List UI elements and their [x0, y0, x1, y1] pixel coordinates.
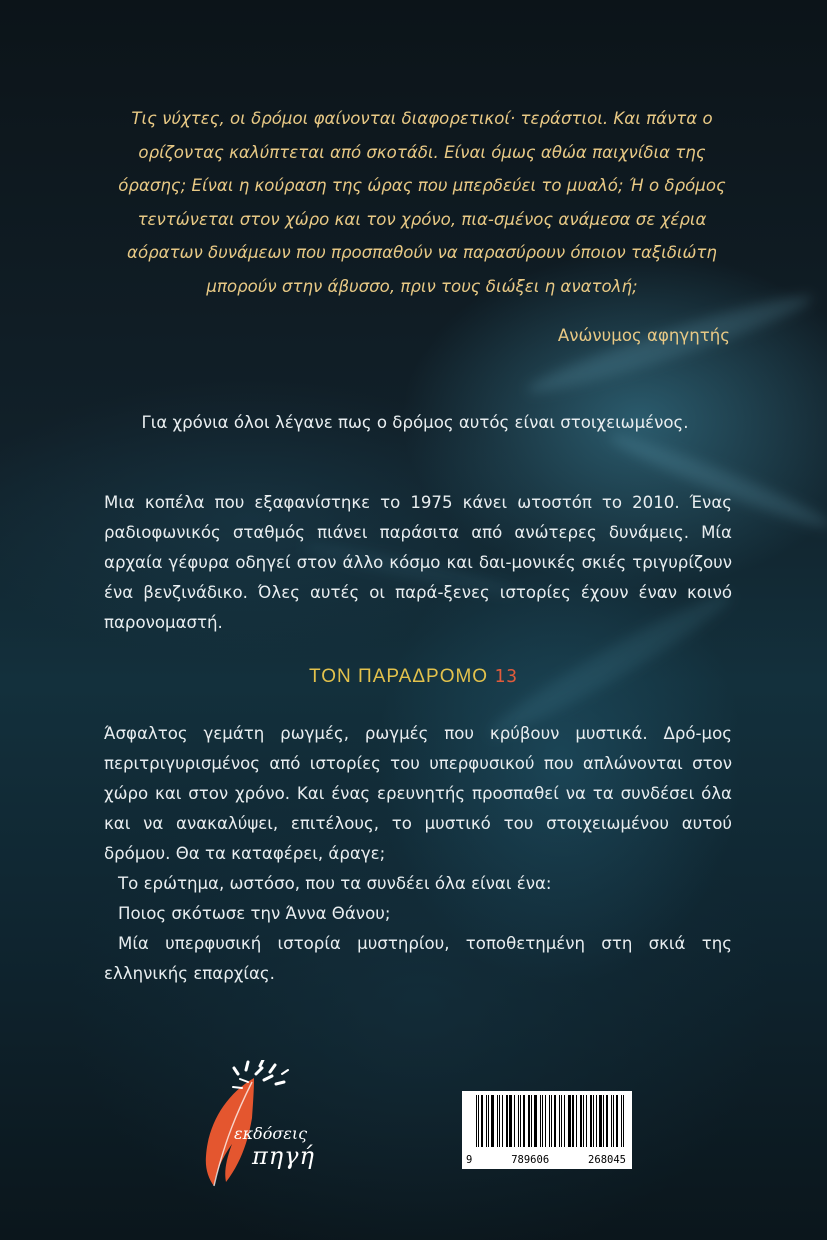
barcode-bar — [509, 1095, 512, 1147]
barcode-bar — [542, 1095, 543, 1147]
barcode-bar — [611, 1095, 612, 1147]
epigraph-quote: Τις νύχτες, οι δρόμοι φαίνονται διαφορετικοί· τεράστιοι. Και πάντα ο ορίζοντας καλύπτεται από σκοτάδι. Είναι όμως αθώα παιχνίδια της όρασης; Είναι η κούραση της ώρας που μπερδεύει το μυαλό; Ή ο δρόμος τεντώνεται στον χώρο και τον χρόνο, πια-σμένος ανάμεσα σε χέρια αόρατων δυνάμεων που προσπαθούν να παρασύρουν όποιον ταξιδιώτη μπορούν στην άβυσσο, πριν τους διώξει η ανατολή; — [118, 109, 726, 296]
barcode-bars — [476, 1095, 626, 1147]
barcode-bar — [616, 1095, 618, 1147]
isbn-first-digit: 9 — [466, 1154, 473, 1166]
barcode-bar — [499, 1095, 500, 1147]
barcode-bar — [549, 1095, 550, 1147]
barcode-bar — [491, 1095, 494, 1147]
blurb-line: Ποιος σκότωσε την Άννα Θάνου; — [118, 904, 391, 923]
barcode-bar — [497, 1095, 499, 1147]
barcode-bar — [586, 1095, 587, 1147]
barcode-bar — [531, 1095, 532, 1147]
publisher-name-line-1: εκδόσεις — [234, 1124, 308, 1143]
barcode-bar — [580, 1095, 582, 1147]
blurb-line: Το ερώτημα, ωστόσο, που τα συνδέει όλα είναι ένα: — [118, 874, 552, 893]
blurb-paragraph-2 — [104, 719, 732, 989]
publisher-name-line-2: πηγή — [252, 1142, 315, 1170]
barcode-bar — [564, 1095, 565, 1147]
barcode-bar — [506, 1095, 508, 1147]
barcode-bar — [545, 1095, 547, 1147]
barcode-bar — [561, 1095, 562, 1147]
blurb-line: Μία υπερφυσική ιστορία μυστηρίου, τοποθετημένη στη σκιά της ελληνικής επαρχίας. — [104, 934, 732, 983]
title-text: ΤΟΝ ΠΑΡΑΔΡΟΜΟ — [308, 666, 489, 687]
blurb-paragraph-2-text: Άσφαλτος γεμάτη ρωγμές, ρωγμές που κρύβουν μυστικά. Δρό-μος περιτριγυρισμένος από ιστορίες του υπερφυσικού που απλώνονται στον χώρο και στον χρόνο. Και ένας ερευνητής προσπαθεί να τα συνδέσει όλα και να ανακαλύψει, επιτέλους, το μυστικό του στοιχειωμένου αυτού δρόμου. Θα τα καταφέρει, άραγε; — [104, 724, 732, 863]
barcode-bar — [502, 1095, 503, 1147]
barcode-bar — [520, 1095, 521, 1147]
barcode-bar — [534, 1095, 537, 1147]
barcode-bar — [554, 1095, 556, 1147]
barcode-bar — [518, 1095, 519, 1147]
barcode-bar — [476, 1095, 477, 1147]
title-heading — [0, 666, 827, 688]
barcode-bar — [603, 1095, 604, 1147]
barcode-bar — [568, 1095, 571, 1147]
barcode-bar — [583, 1095, 584, 1147]
barcode-bar — [623, 1095, 624, 1147]
isbn-group-1: 789606 — [511, 1154, 550, 1166]
barcode-bar — [528, 1095, 530, 1147]
barcode-bar — [540, 1095, 541, 1147]
barcode-bar — [486, 1095, 487, 1147]
barcode-bar — [613, 1095, 614, 1147]
isbn-barcode — [462, 1091, 632, 1169]
barcode-bar — [551, 1095, 552, 1147]
barcode-bar — [576, 1095, 577, 1147]
barcode-bar — [590, 1095, 592, 1147]
isbn-group-2: 268045 — [588, 1154, 626, 1166]
barcode-bar — [523, 1095, 525, 1147]
barcode-bar — [488, 1095, 489, 1147]
epigraph-attribution: Ανώνυμος αφηγητής — [557, 326, 730, 345]
barcode-bar — [599, 1095, 602, 1147]
barcode-bar — [478, 1095, 479, 1147]
barcode-bar — [606, 1095, 608, 1147]
barcode-bar — [621, 1095, 622, 1147]
lead-text: Για χρόνια όλοι λέγανε πως ο δρόμος αυτός είναι στοιχειωμένος. — [141, 413, 689, 432]
barcode-bar — [559, 1095, 560, 1147]
isbn-number — [466, 1154, 626, 1166]
barcode-bar — [514, 1095, 515, 1147]
title-number: 13 — [494, 666, 519, 687]
barcode-bar — [596, 1095, 597, 1147]
barcode-bar — [572, 1095, 574, 1147]
barcode-bar — [593, 1095, 594, 1147]
barcode-bar — [481, 1095, 483, 1147]
blurb-paragraph-1: Μια κοπέλα που εξαφανίστηκε το 1975 κάνει ωτοστόπ το 2010. Ένας ραδιοφωνικός σταθμός πιάνει παράσιτα από ανώτερες δυνάμεις. Μία αρχαία γέφυρα οδηγεί στον άλλο κόσμο και δαι-μονικές σκιές τριγυρίζουν ένα βενζινάδικο. Όλες αυτές οι παρά-ξενες ιστορίες έχουν έναν κοινό παρονομαστή. — [104, 493, 732, 632]
